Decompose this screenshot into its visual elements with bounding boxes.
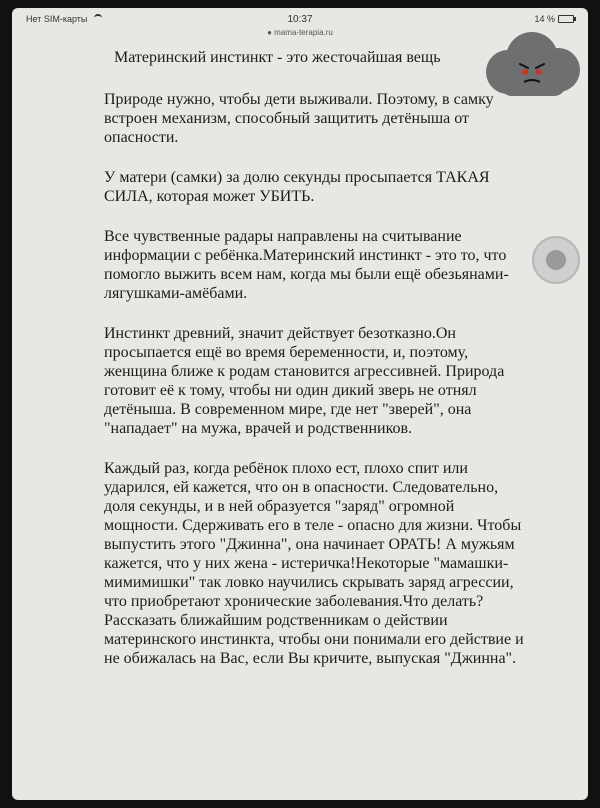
article-title: Материнский инстинкт - это жесточайшая вещь bbox=[114, 49, 441, 66]
page-url[interactable]: ● mama-terapia.ru bbox=[267, 28, 333, 37]
paragraph: Все чувственные радары направлены на считывание информации с ребёнка.Материнский инстинкт - это то, что помогло выжить всем нам, когда мы были ещё обезьянами-лягушками-амёбами. bbox=[104, 228, 509, 302]
paragraph: У матери (самки) за долю секунды просыпается ТАКАЯ СИЛА, которая может УБИТЬ. bbox=[104, 169, 490, 205]
angry-cloud-icon[interactable] bbox=[476, 28, 588, 102]
paragraph: Каждый раз, когда ребёнок плохо ест, плохо спит или ударился, ей кажется, что он в опасности. Следовательно, доля секунды, и в ней образуется "заряд" огромной мощности. Сдерживать его в теле - опасно для жизни. Чтобы выпустить этого "Джинна", она начинает ОРАТЬ! А мужьям кажется, что у них жена - истеричка!Некоторые "мамашки-мимимишки" так ловко научились скрывать заряд агрессии, что приобретают хронические заболевания.Что делать? Рассказать ближайшим родственникам о действии материнского инстинкта, чтобы они понимали его действие и не обижалась на Вас, если Вы кричите, выпуская "Джинна". bbox=[104, 460, 524, 667]
battery-percent: 14 % bbox=[534, 14, 555, 24]
battery-indicator bbox=[534, 14, 574, 24]
gamepad-icon[interactable] bbox=[532, 236, 580, 284]
paragraph: Инстинкт древний, значит действует безотказно.Он просыпается ещё во время беременности, и, поэтому, женщина ближе к родам становится агрессивней. Природа готовит её к тому, чтобы ни один дикий зверь не отнял детёныша. В современном мире, где нет "зверей", она "нападает" на мужа, врачей и родственников. bbox=[104, 325, 505, 437]
paragraph: Природе нужно, чтобы дети выживали. Поэтому, в самку встроен механизм, способный защитить детёныша от опасности. bbox=[104, 91, 494, 146]
device-screen bbox=[12, 8, 588, 800]
article-body bbox=[104, 48, 524, 689]
clock: 10:37 bbox=[287, 14, 313, 25]
battery-icon bbox=[558, 15, 574, 23]
carrier-text: Нет SIM-карты bbox=[26, 14, 88, 24]
